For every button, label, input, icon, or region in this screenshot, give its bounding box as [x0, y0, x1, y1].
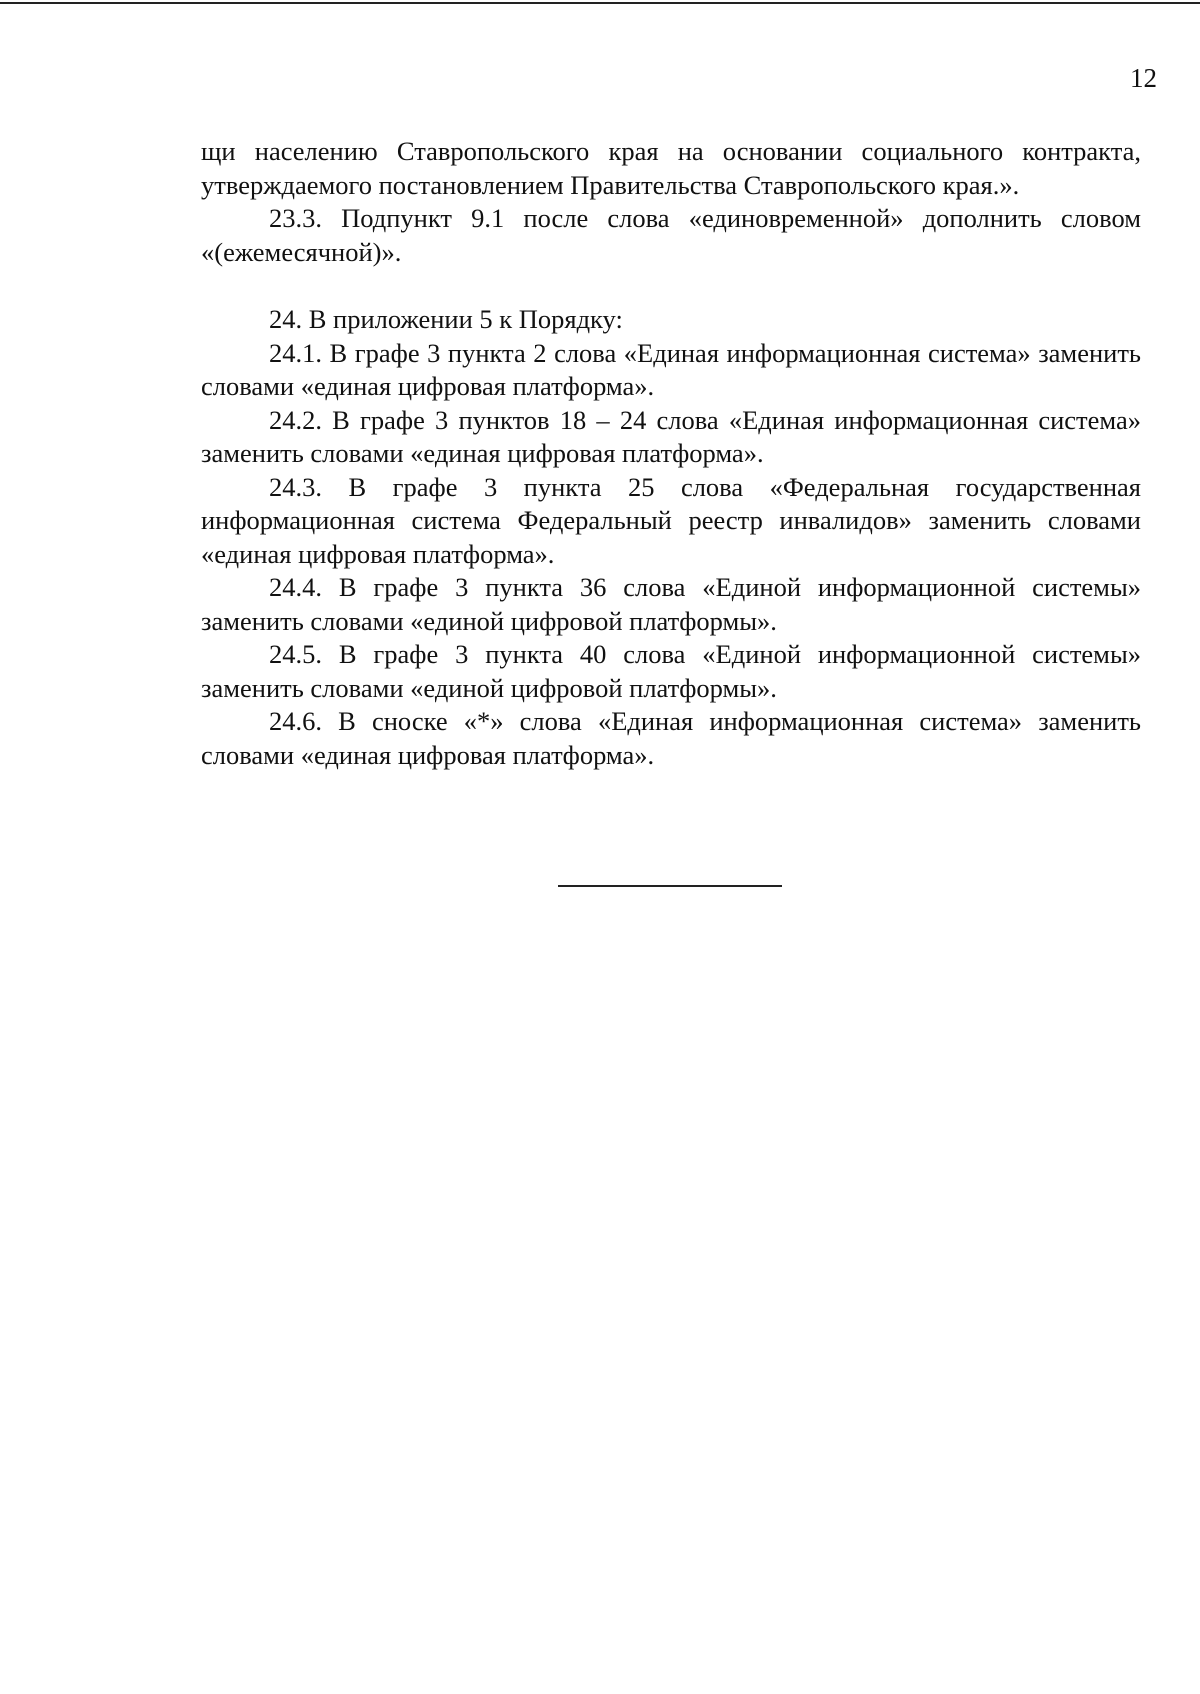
paragraph-24-6: 24.6. В сноске «*» слова «Единая информационная система» заменить словами «единая цифровая платформа». — [201, 706, 1141, 770]
end-of-document-line — [558, 885, 782, 887]
paragraph-24-2: 24.2. В графе 3 пунктов 18 – 24 слова «Единая информационная система» заменить словами «единая цифровая платформа». — [201, 404, 1141, 468]
paragraph-23-3: 23.3. Подпункт 9.1 после слова «единовременной» дополнить словом «(ежемесячной)». — [201, 203, 1141, 267]
paragraph-24-1: 24.1. В графе 3 пункта 2 слова «Единая информационная система» заменить словами «единая цифровая платформа». — [201, 337, 1141, 401]
top-border-line — [0, 2, 1200, 4]
paragraph-24-5: 24.5. В графе 3 пункта 40 слова «Единой информационной системы» заменить словами «единой цифровой платформы». — [201, 639, 1141, 703]
paragraph-24-heading: 24. В приложении 5 к Порядку: — [269, 304, 623, 334]
paragraph-24-3: 24.3. В графе 3 пункта 25 слова «Федеральная государственная информационная система Федеральный реестр инвалидов» заменить словами «единая цифровая платформа». — [201, 471, 1141, 569]
document-body — [201, 135, 1141, 772]
section-spacer — [201, 269, 1141, 303]
page-number: 12 — [1130, 63, 1157, 93]
paragraph-24-4: 24.4. В графе 3 пункта 36 слова «Единой информационной системы» заменить словами «единой цифровой платформы». — [201, 572, 1141, 636]
paragraph-continuation: щи населению Ставропольского края на основании социального контракта, утверждаемого постановлением Правительства Ставропольского края.». — [201, 136, 1141, 200]
